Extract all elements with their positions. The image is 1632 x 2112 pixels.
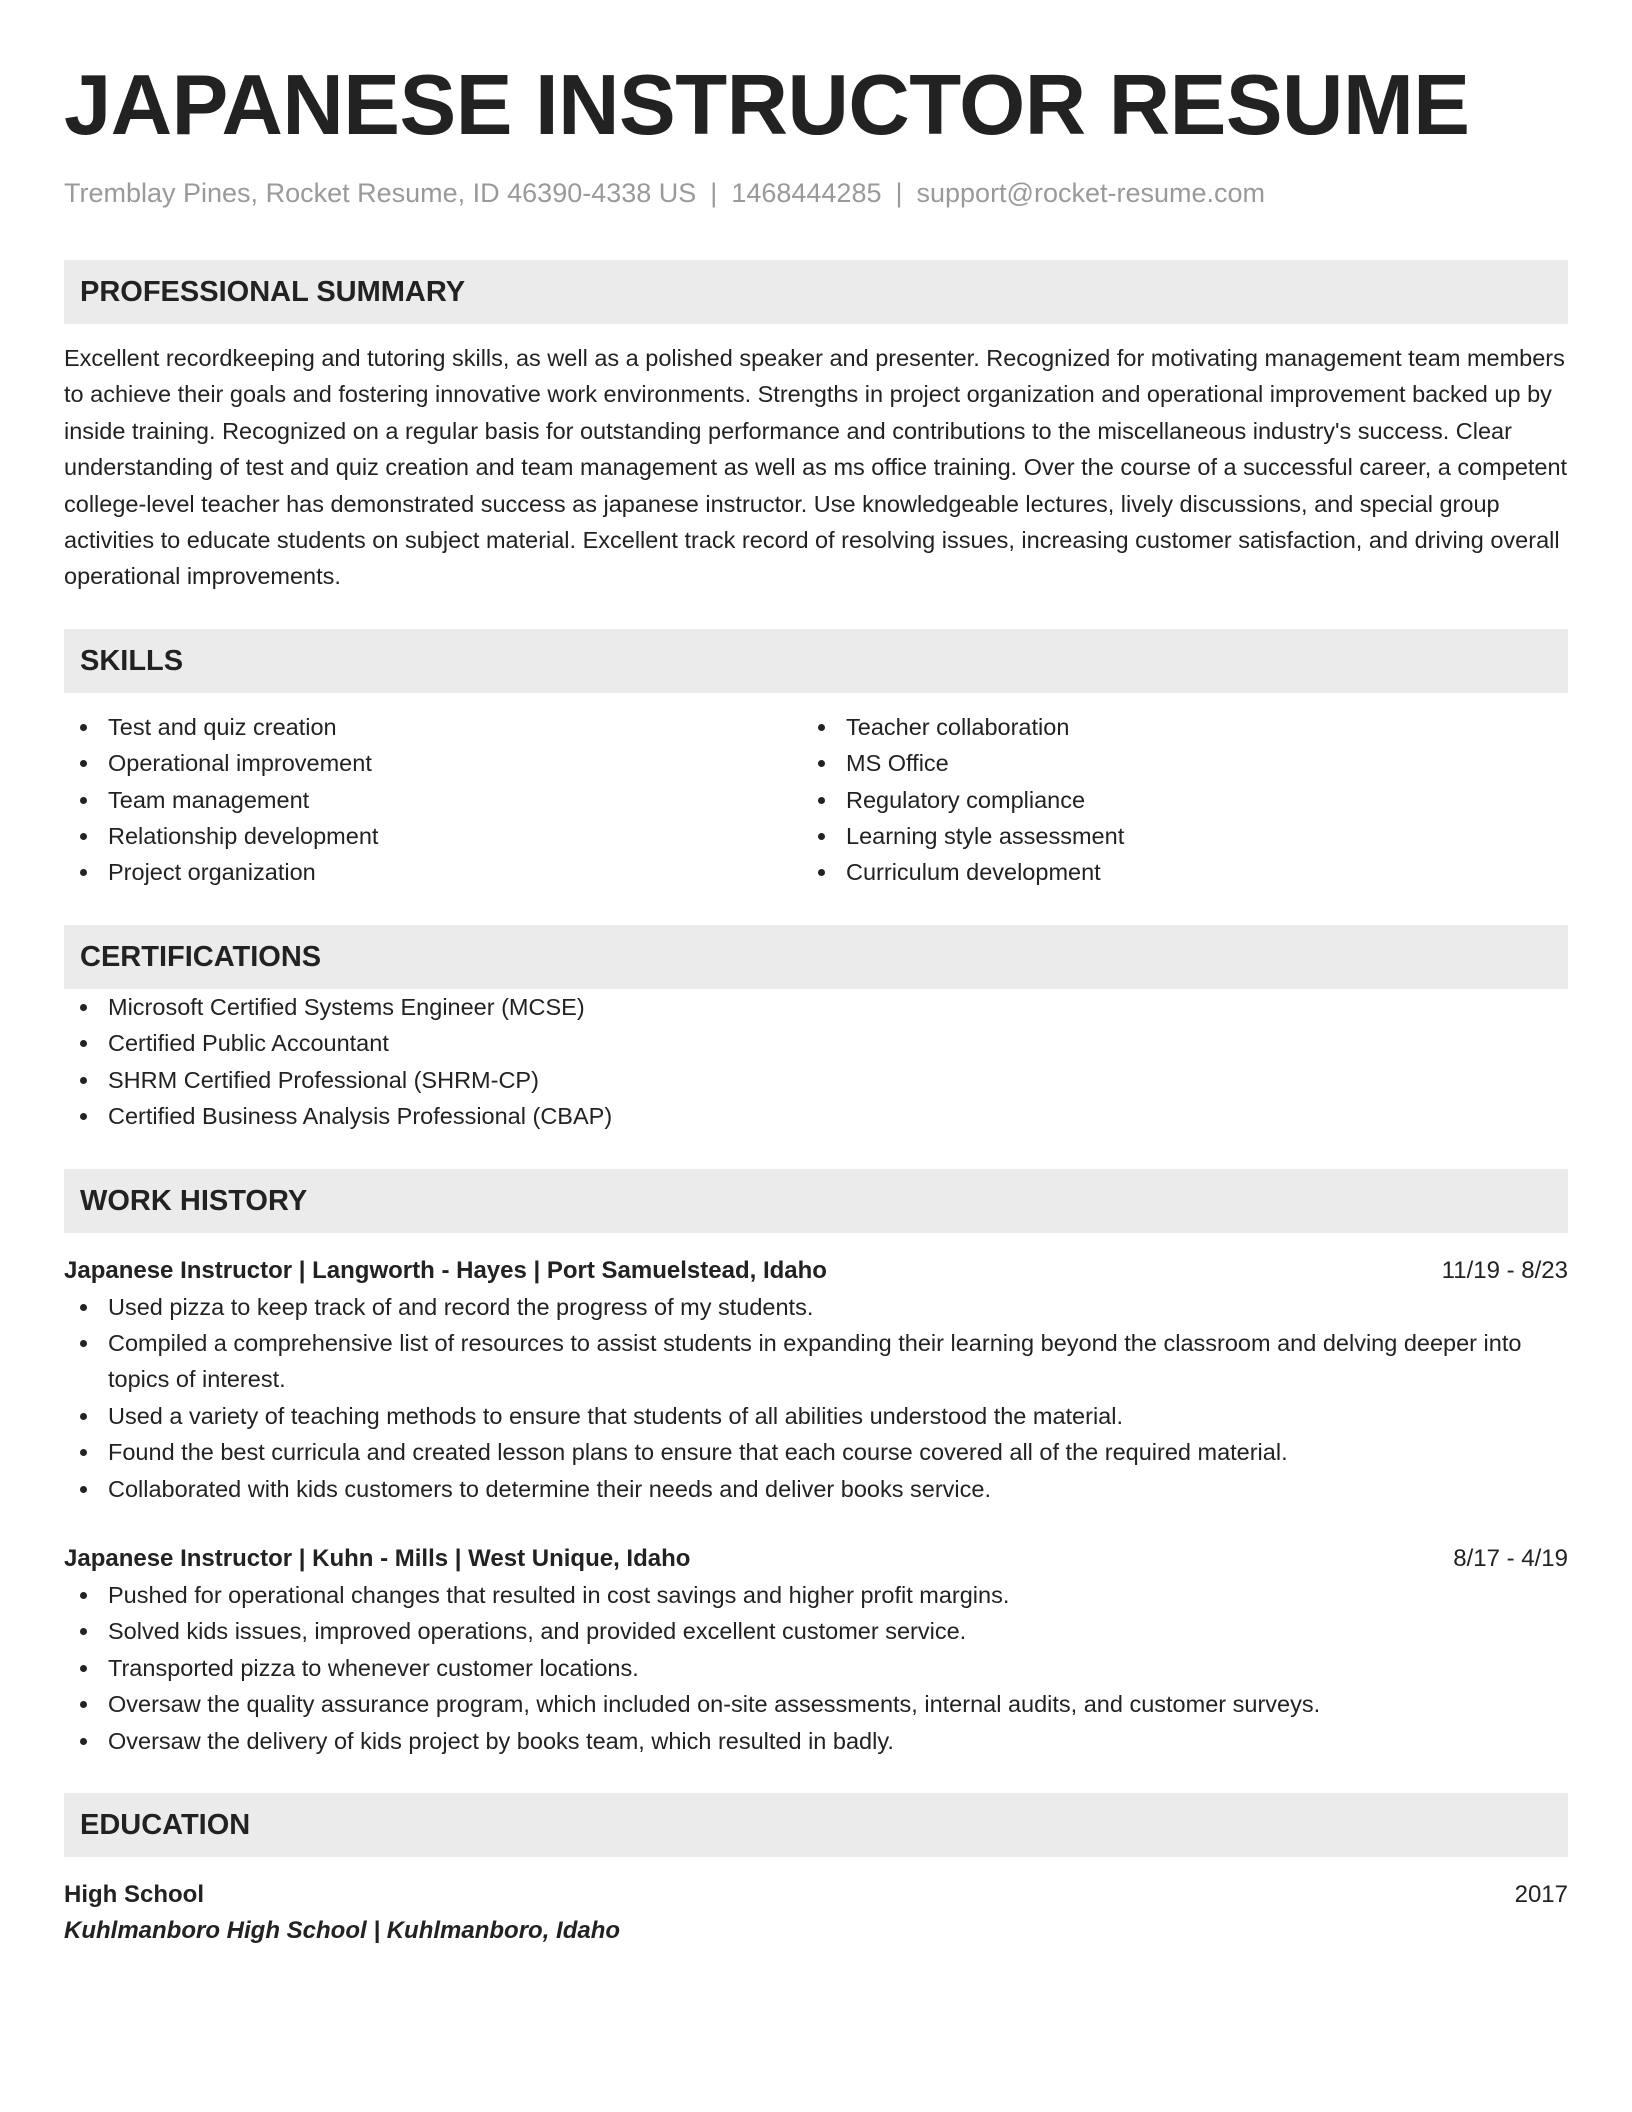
certification-item: Certified Public Accountant bbox=[64, 1025, 1568, 1061]
education-heading: EDUCATION bbox=[64, 1793, 1568, 1857]
job-dates: 11/19 - 8/23 bbox=[1441, 1256, 1568, 1284]
job-bullet: Oversaw the delivery of kids project by books team, which resulted in badly. bbox=[64, 1723, 1568, 1759]
certification-item: SHRM Certified Professional (SHRM-CP) bbox=[64, 1062, 1568, 1098]
certifications-section bbox=[64, 925, 1568, 1135]
certification-item: Certified Business Analysis Professional (CBAP) bbox=[64, 1098, 1568, 1134]
job-header bbox=[64, 1253, 1568, 1289]
job-bullet: Found the best curricula and created lesson plans to ensure that each course covered all of the required material. bbox=[64, 1434, 1568, 1470]
education-school: Kuhlmanboro High School | Kuhlmanboro, Idaho bbox=[64, 1916, 621, 1944]
contact-phone: 1468444285 bbox=[731, 178, 882, 208]
job-bullet: Transported pizza to whenever customer locations. bbox=[64, 1650, 1568, 1686]
skill-item: Curriculum development bbox=[816, 854, 1568, 890]
skills-heading: SKILLS bbox=[64, 629, 1568, 693]
job-bullet: Used pizza to keep track of and record the progress of my students. bbox=[64, 1289, 1568, 1325]
job-header bbox=[64, 1541, 1568, 1577]
contact-address: Tremblay Pines, Rocket Resume, ID 46390-4338 US bbox=[64, 178, 697, 208]
skills-column-left bbox=[64, 709, 816, 891]
certification-item: Microsoft Certified Systems Engineer (MCSE) bbox=[64, 989, 1568, 1025]
education-header bbox=[64, 1877, 1568, 1913]
certifications-heading: CERTIFICATIONS bbox=[64, 925, 1568, 989]
skill-item: Learning style assessment bbox=[816, 818, 1568, 854]
job-bullets bbox=[64, 1289, 1568, 1507]
skill-item: Relationship development bbox=[64, 818, 816, 854]
job-title: Japanese Instructor | Kuhn - Mills | West Unique, Idaho bbox=[64, 1544, 691, 1572]
job-bullet: Compiled a comprehensive list of resources to assist students in expanding their learning beyond the classroom and delving deeper into topics of interest. bbox=[64, 1325, 1568, 1398]
summary-heading: PROFESSIONAL SUMMARY bbox=[64, 260, 1568, 324]
work-history-heading: WORK HISTORY bbox=[64, 1169, 1568, 1233]
job-bullet: Pushed for operational changes that resulted in cost savings and higher profit margins. bbox=[64, 1577, 1568, 1613]
skill-item: Operational improvement bbox=[64, 745, 816, 781]
contact-line bbox=[64, 176, 1568, 210]
work-history-section bbox=[64, 1169, 1568, 1759]
job-bullets bbox=[64, 1577, 1568, 1759]
skill-item: Team management bbox=[64, 782, 816, 818]
contact-separator: | bbox=[710, 178, 718, 208]
job-entry bbox=[64, 1253, 1568, 1507]
skill-item: MS Office bbox=[816, 745, 1568, 781]
skill-item: Regulatory compliance bbox=[816, 782, 1568, 818]
education-section bbox=[64, 1793, 1568, 1949]
summary-text: Excellent recordkeeping and tutoring skills, as well as a polished speaker and presenter. Recognized for motivating management team members to achieve their goals and fostering innovative work environments. Strengths in project organization and operational improvement backed up by inside training. Recognized on a regular basis for outstanding performance and contributions to the miscellaneous industry's success. Clear understanding of test and quiz creation and team management as well as ms office training. Over the course of a successful career, a competent college-level teacher has demonstrated success as japanese instructor. Use knowledgeable lectures, lively discussions, and special group activities to educate students on subject material. Excellent track record of resolving issues, increasing customer satisfaction, and driving overall operational improvements. bbox=[64, 345, 1568, 590]
skills-list-left bbox=[64, 709, 816, 891]
certifications-list bbox=[64, 989, 1568, 1135]
summary-section bbox=[64, 260, 1568, 595]
contact-email: support@rocket-resume.com bbox=[916, 178, 1266, 208]
job-entry bbox=[64, 1541, 1568, 1759]
job-bullet: Solved kids issues, improved operations, and provided excellent customer service. bbox=[64, 1613, 1568, 1649]
job-dates: 8/17 - 4/19 bbox=[1453, 1544, 1568, 1572]
education-degree: High School bbox=[64, 1880, 204, 1908]
skills-list-right bbox=[816, 709, 1568, 891]
job-title: Japanese Instructor | Langworth - Hayes | Port Samuelstead, Idaho bbox=[64, 1256, 827, 1284]
skill-item: Test and quiz creation bbox=[64, 709, 816, 745]
skills-column-right bbox=[816, 709, 1568, 891]
education-year: 2017 bbox=[1514, 1880, 1568, 1908]
job-bullet: Oversaw the quality assurance program, which included on-site assessments, internal audits, and customer surveys. bbox=[64, 1686, 1568, 1722]
skill-item: Teacher collaboration bbox=[816, 709, 1568, 745]
skill-item: Project organization bbox=[64, 854, 816, 890]
resume-title: JAPANESE INSTRUCTOR RESUME bbox=[64, 58, 1470, 153]
contact-separator: | bbox=[895, 178, 903, 208]
education-entry bbox=[64, 1877, 1568, 1949]
skills-grid bbox=[64, 709, 1568, 891]
skills-section bbox=[64, 629, 1568, 891]
job-bullet: Collaborated with kids customers to determine their needs and deliver books service. bbox=[64, 1471, 1568, 1507]
job-bullet: Used a variety of teaching methods to ensure that students of all abilities understood the material. bbox=[64, 1398, 1568, 1434]
